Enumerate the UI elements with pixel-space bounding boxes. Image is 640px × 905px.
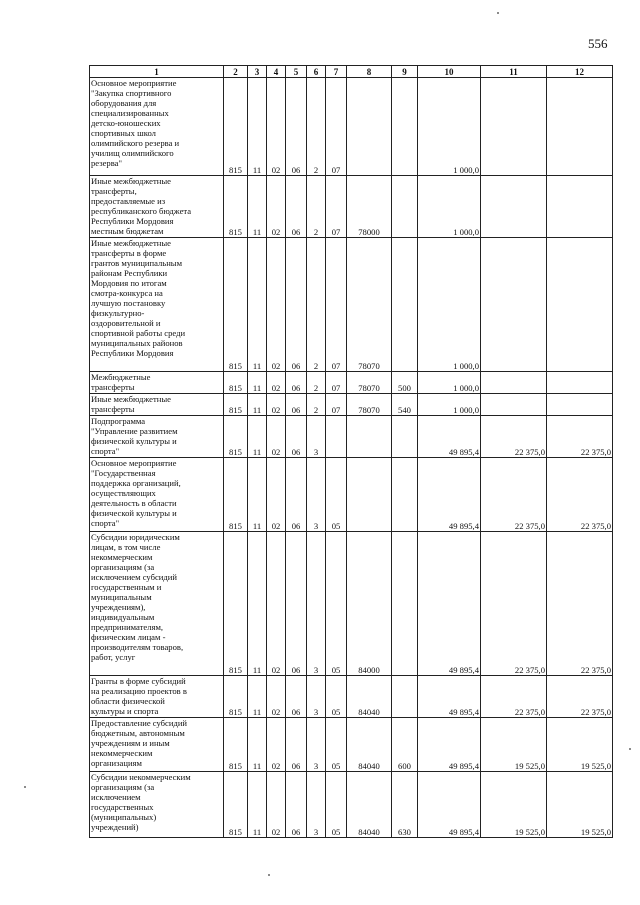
code-cell: 3 [307, 458, 326, 532]
code-cell: 3 [307, 772, 326, 838]
amount-cell [547, 78, 613, 176]
code-cell: 815 [224, 718, 248, 772]
code-cell: 05 [326, 772, 347, 838]
code-cell: 600 [392, 718, 418, 772]
scan-speck [24, 786, 26, 788]
amount-cell [547, 238, 613, 372]
code-cell: 07 [326, 78, 347, 176]
row-name-cell: Основное мероприятие "Закупка спортивного оборудования для специализированных детско-юношеских спортивных школ олимпийского резерва и училищ олимпийского резерва" [90, 78, 224, 176]
code-cell: 06 [286, 718, 307, 772]
code-cell: 11 [248, 78, 267, 176]
column-header-2: 2 [224, 66, 248, 78]
row-name-cell: Предоставление субсидий бюджетным, автономным учреждениям и иным некоммерческим организациям [90, 718, 224, 772]
code-cell: 05 [326, 458, 347, 532]
code-cell: 630 [392, 772, 418, 838]
table-row [90, 78, 613, 176]
code-cell: 06 [286, 238, 307, 372]
header-row [90, 66, 613, 78]
code-cell: 02 [267, 772, 286, 838]
code-cell: 05 [326, 676, 347, 718]
code-cell: 05 [326, 718, 347, 772]
code-cell: 11 [248, 458, 267, 532]
amount-cell: 1 000,0 [418, 372, 481, 394]
amount-cell: 49 895,4 [418, 458, 481, 532]
column-header-4: 4 [267, 66, 286, 78]
code-cell: 2 [307, 372, 326, 394]
row-name-cell: Подпрограмма "Управление развитием физической культуры и спорта" [90, 416, 224, 458]
code-cell: 11 [248, 676, 267, 718]
code-cell: 11 [248, 416, 267, 458]
code-cell: 815 [224, 176, 248, 238]
column-header-8: 8 [347, 66, 392, 78]
scan-speck [497, 12, 499, 14]
code-cell: 06 [286, 532, 307, 676]
code-cell [392, 676, 418, 718]
code-cell: 02 [267, 238, 286, 372]
row-name-cell: Иные межбюджетные трансферты в форме грантов муниципальным районам Республики Мордовия по итогам смотра-конкурса на лучшую постановку физкультурно- оздоровительной и спортивной работы среди муниципальных районов Республики Мордовия [90, 238, 224, 372]
column-header-7: 7 [326, 66, 347, 78]
code-cell: 540 [392, 394, 418, 416]
code-cell: 07 [326, 176, 347, 238]
page-number: 556 [588, 36, 608, 51]
table-body [90, 78, 613, 838]
code-cell: 84000 [347, 532, 392, 676]
code-cell: 500 [392, 372, 418, 394]
code-cell: 78070 [347, 238, 392, 372]
code-cell: 02 [267, 372, 286, 394]
amount-cell [481, 176, 547, 238]
code-cell: 815 [224, 772, 248, 838]
amount-cell: 22 375,0 [547, 458, 613, 532]
column-header-5: 5 [286, 66, 307, 78]
code-cell: 2 [307, 176, 326, 238]
code-cell: 06 [286, 458, 307, 532]
column-header-3: 3 [248, 66, 267, 78]
table-row [90, 676, 613, 718]
table-row [90, 176, 613, 238]
code-cell: 05 [326, 532, 347, 676]
code-cell: 2 [307, 394, 326, 416]
row-name-cell: Иные межбюджетные трансферты, предоставляемые из республиканского бюджета Республики Мордовия местным бюджетам [90, 176, 224, 238]
scan-speck [629, 748, 631, 750]
code-cell: 02 [267, 458, 286, 532]
budget-table [89, 65, 613, 838]
amount-cell: 22 375,0 [547, 416, 613, 458]
code-cell: 815 [224, 372, 248, 394]
amount-cell [481, 394, 547, 416]
column-header-10: 10 [418, 66, 481, 78]
code-cell [392, 416, 418, 458]
code-cell: 84040 [347, 676, 392, 718]
code-cell: 84040 [347, 718, 392, 772]
amount-cell: 1 000,0 [418, 394, 481, 416]
code-cell: 07 [326, 238, 347, 372]
code-cell: 02 [267, 394, 286, 416]
code-cell: 11 [248, 238, 267, 372]
code-cell: 78000 [347, 176, 392, 238]
code-cell [347, 416, 392, 458]
code-cell: 11 [248, 718, 267, 772]
amount-cell: 1 000,0 [418, 238, 481, 372]
amount-cell: 49 895,4 [418, 532, 481, 676]
table-row [90, 372, 613, 394]
code-cell [392, 78, 418, 176]
code-cell: 02 [267, 416, 286, 458]
code-cell: 815 [224, 416, 248, 458]
code-cell: 02 [267, 718, 286, 772]
code-cell: 06 [286, 176, 307, 238]
code-cell: 06 [286, 772, 307, 838]
code-cell: 2 [307, 238, 326, 372]
amount-cell: 22 375,0 [481, 458, 547, 532]
amount-cell: 19 525,0 [547, 718, 613, 772]
amount-cell: 49 895,4 [418, 676, 481, 718]
code-cell: 815 [224, 458, 248, 532]
code-cell: 84040 [347, 772, 392, 838]
amount-cell: 22 375,0 [547, 532, 613, 676]
amount-cell: 49 895,4 [418, 416, 481, 458]
code-cell: 3 [307, 532, 326, 676]
code-cell [347, 78, 392, 176]
code-cell: 3 [307, 416, 326, 458]
row-name-cell: Основное мероприятие "Государственная поддержка организаций, осуществляющих деятельность в области физической культуры и спорта" [90, 458, 224, 532]
row-name-cell: Гранты в форме субсидий на реализацию проектов в области физической культуры и спорта [90, 676, 224, 718]
code-cell [392, 176, 418, 238]
code-cell: 06 [286, 394, 307, 416]
code-cell: 2 [307, 78, 326, 176]
code-cell: 06 [286, 78, 307, 176]
column-header-11: 11 [481, 66, 547, 78]
amount-cell [547, 394, 613, 416]
amount-cell: 19 525,0 [547, 772, 613, 838]
table-row [90, 394, 613, 416]
amount-cell: 19 525,0 [481, 772, 547, 838]
table-row [90, 532, 613, 676]
code-cell: 78070 [347, 394, 392, 416]
amount-cell: 19 525,0 [481, 718, 547, 772]
column-header-12: 12 [547, 66, 613, 78]
code-cell [326, 416, 347, 458]
code-cell: 06 [286, 372, 307, 394]
code-cell [392, 532, 418, 676]
amount-cell: 22 375,0 [481, 532, 547, 676]
row-name-cell: Иные межбюджетные трансферты [90, 394, 224, 416]
row-name-cell: Субсидии некоммерческим организациям (за исключением государственных (муниципальных) учреждений) [90, 772, 224, 838]
code-cell: 11 [248, 372, 267, 394]
code-cell: 78070 [347, 372, 392, 394]
amount-cell: 22 375,0 [481, 416, 547, 458]
code-cell: 815 [224, 676, 248, 718]
column-header-9: 9 [392, 66, 418, 78]
code-cell: 11 [248, 394, 267, 416]
amount-cell [481, 238, 547, 372]
table-row [90, 238, 613, 372]
code-cell: 06 [286, 416, 307, 458]
scan-speck [268, 874, 270, 876]
column-header-1: 1 [90, 66, 224, 78]
code-cell: 3 [307, 718, 326, 772]
code-cell: 3 [307, 676, 326, 718]
code-cell [347, 458, 392, 532]
amount-cell [547, 372, 613, 394]
amount-cell [481, 78, 547, 176]
table-row [90, 416, 613, 458]
code-cell [392, 238, 418, 372]
code-cell: 815 [224, 394, 248, 416]
amount-cell: 1 000,0 [418, 176, 481, 238]
code-cell: 815 [224, 78, 248, 176]
code-cell: 02 [267, 78, 286, 176]
column-header-6: 6 [307, 66, 326, 78]
code-cell: 815 [224, 238, 248, 372]
table-row [90, 772, 613, 838]
code-cell: 02 [267, 176, 286, 238]
amount-cell: 22 375,0 [547, 676, 613, 718]
code-cell: 11 [248, 532, 267, 676]
amount-cell [547, 176, 613, 238]
table-row [90, 458, 613, 532]
row-name-cell: Межбюджетные трансферты [90, 372, 224, 394]
code-cell: 02 [267, 532, 286, 676]
code-cell: 07 [326, 394, 347, 416]
table-row [90, 718, 613, 772]
amount-cell: 22 375,0 [481, 676, 547, 718]
code-cell: 11 [248, 772, 267, 838]
amount-cell: 49 895,4 [418, 772, 481, 838]
code-cell: 02 [267, 676, 286, 718]
amount-cell: 49 895,4 [418, 718, 481, 772]
row-name-cell: Субсидии юридическим лицам, в том числе некоммерческим организациям (за исключением субсидий государственным и муниципальным учреждениям), индивидуальным предпринимателям, физическим лицам - производителям товаров, работ, услуг [90, 532, 224, 676]
code-cell: 07 [326, 372, 347, 394]
amount-cell [481, 372, 547, 394]
code-cell [392, 458, 418, 532]
code-cell: 06 [286, 676, 307, 718]
code-cell: 815 [224, 532, 248, 676]
amount-cell: 1 000,0 [418, 78, 481, 176]
code-cell: 11 [248, 176, 267, 238]
